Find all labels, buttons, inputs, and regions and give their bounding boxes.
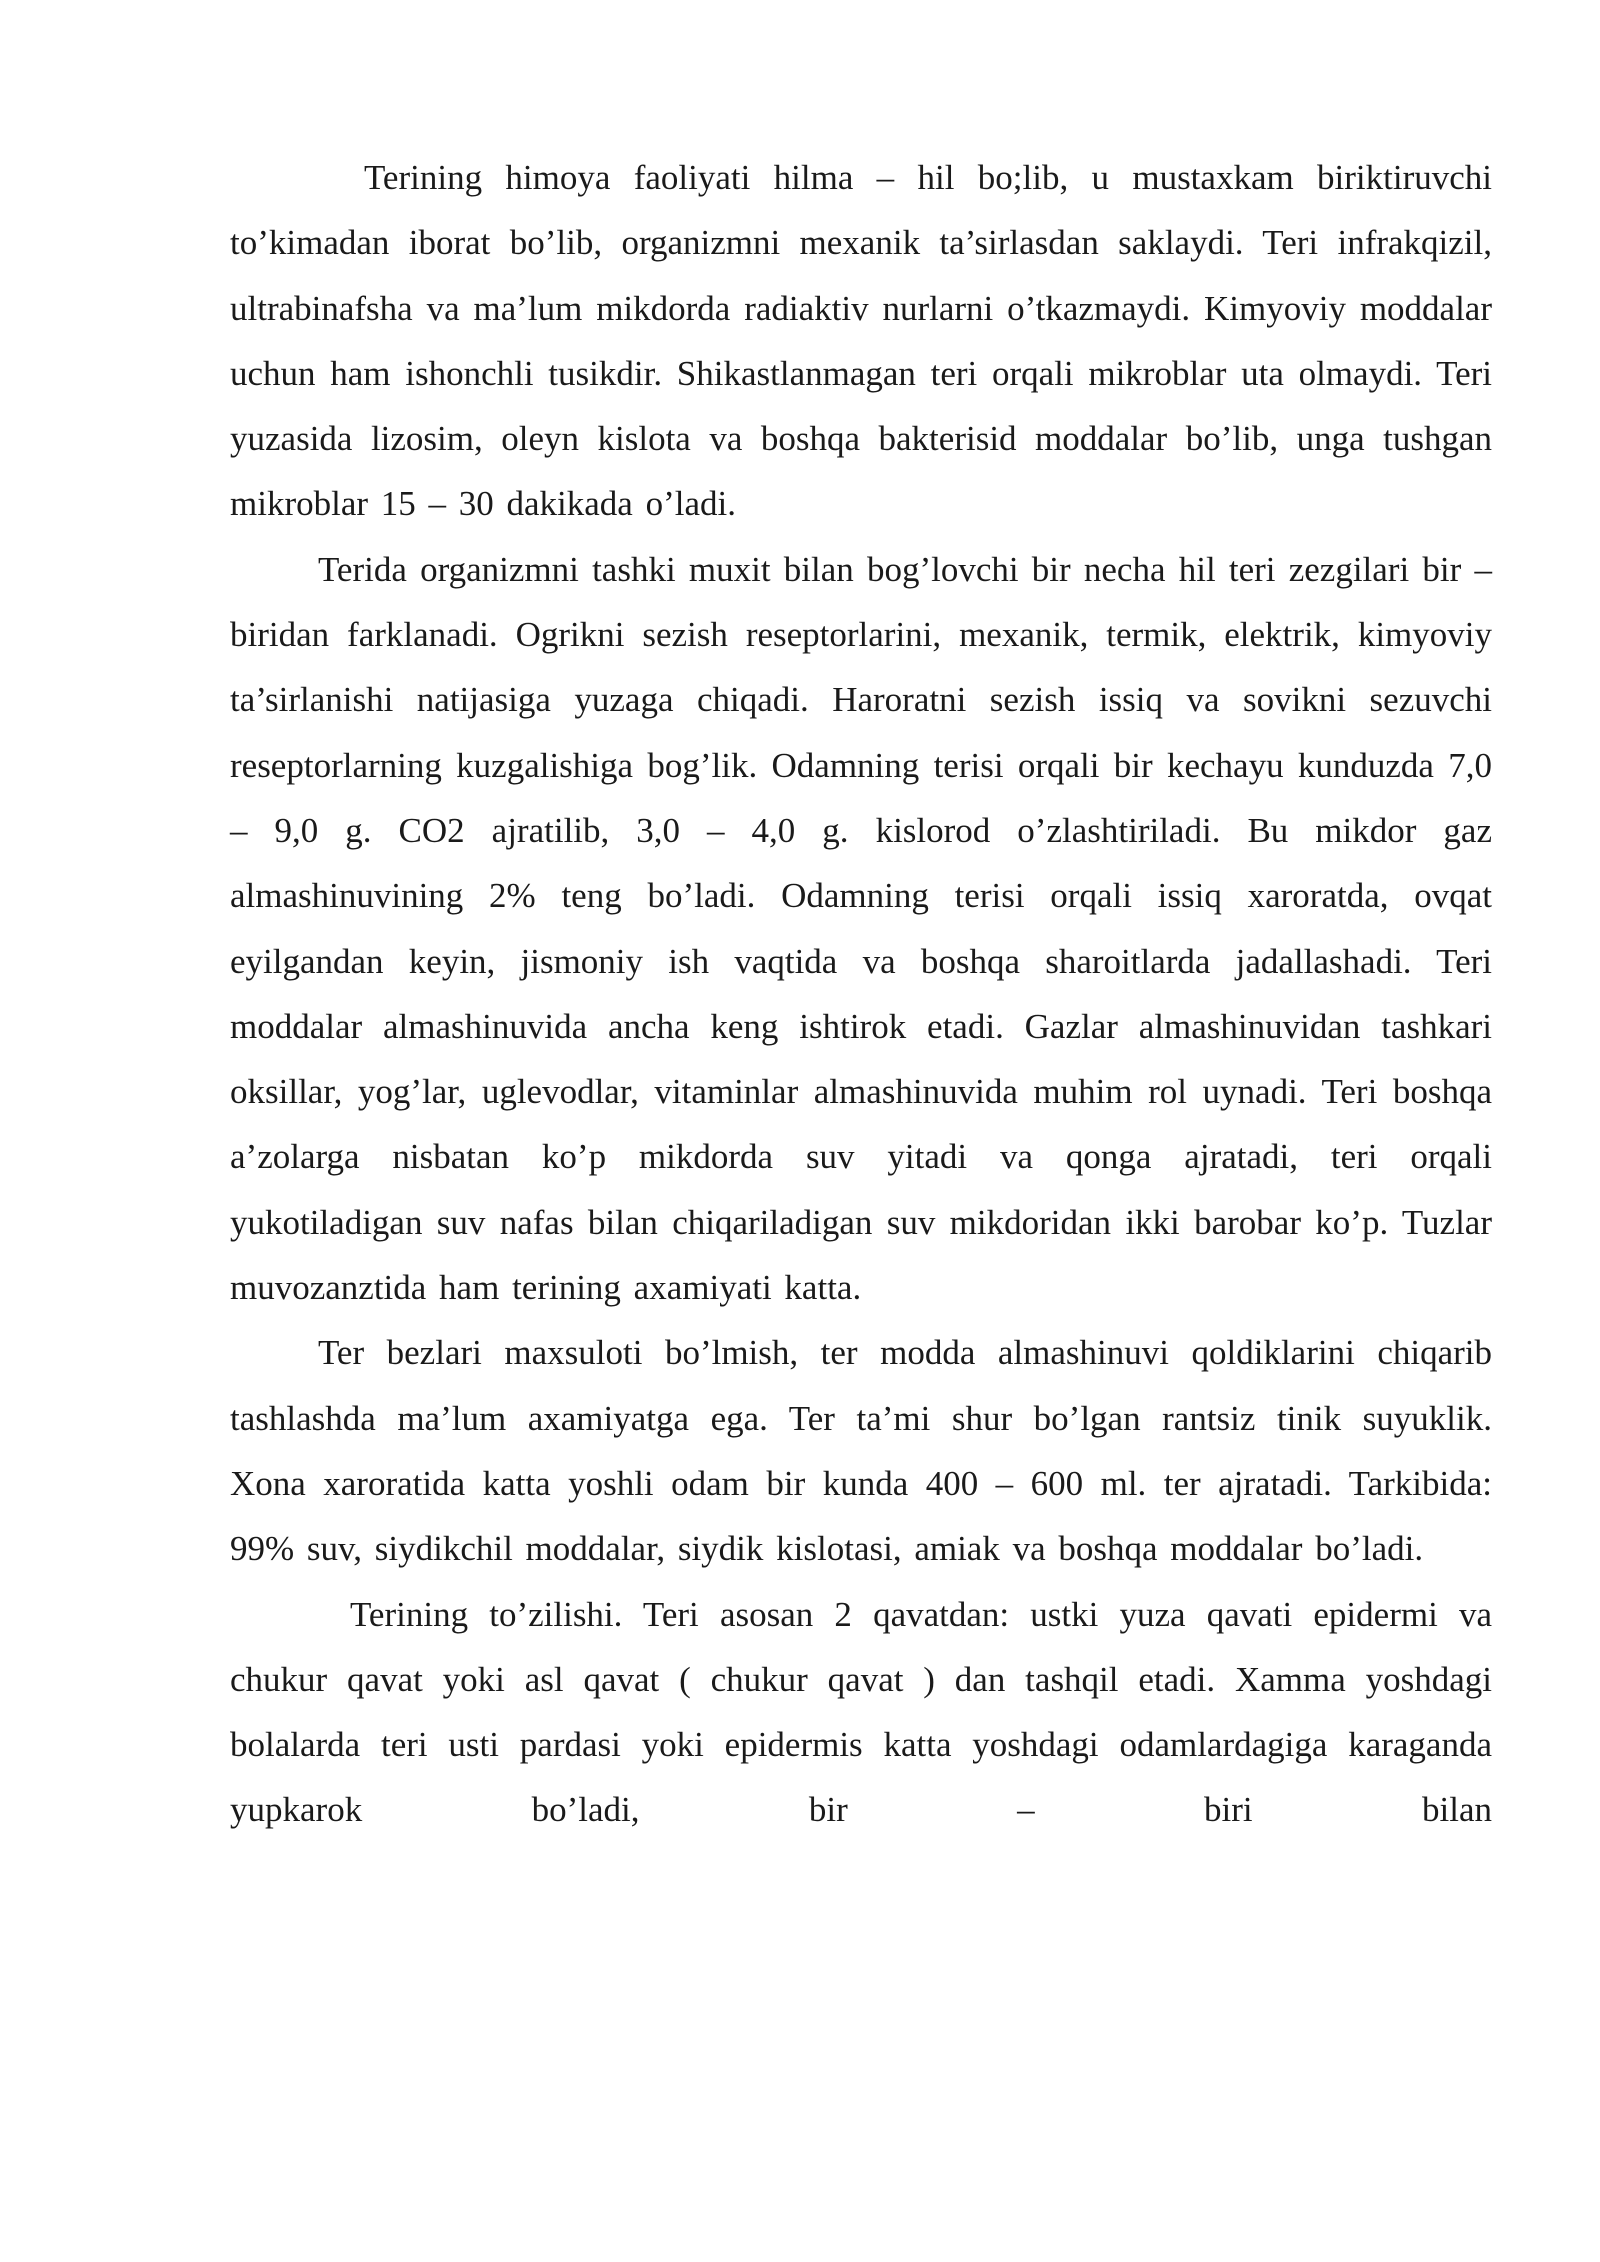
paragraph-sweat-glands: Ter bezlari maxsuloti bo’lmish, ter modda almashinuvi qoldiklarini chiqarib tashlashda ma’lum axamiyatga ega. Ter ta’mi shur bo’lgan rantsiz tinik suyuklik. Xona xaroratida katta yoshli odam bir kunda 400 – 600 ml. ter ajratadi. Tarkibida: 99% suv, siydikchil moddalar, siydik kislotasi, amiak va boshqa moddalar bo’ladi. [230, 1333, 1492, 1569]
paragraph-skin-receptors: Terida organizmni tashki muxit bilan bog’lovchi bir necha hil teri zezgilari bir – biridan farklanadi. Ogrikni sezish reseptorlarini, mexanik, termik, elektrik, kimyoviy ta’sirlanishi natijasiga yuzaga chiqadi. Haroratni sezish issiq va sovikni sezuvchi reseptorlarning kuzgalishiga bog’lik. Odamning terisi orqali bir kechayu kunduzda 7,0 – 9,0 g. CO2 ajratilib, 3,0 – 4,0 g. kislorod o’zlashtiriladi. Bu mikdor gaz almashinuvining 2% teng bo’ladi. Odamning terisi orqali issiq xaroratda, ovqat eyilgandan keyin, jismoniy ish vaqtida va boshqa sharoitlarda jadallashadi. Teri moddalar almashinuvida ancha keng ishtirok etadi. Gazlar almashinuvidan tashkari oksillar, yog’lar, uglevodlar, vitaminlar almashinuvida muhim rol uynadi. Teri boshqa a’zolarga nisbatan ko’p mikdorda suv yitadi va qonga ajratadi, teri orqali yukotiladigan suv nafas bilan chiqariladigan suv mikdoridan ikki barobar ko’p. Tuzlar muvozanztida ham terining axamiyati katta. [230, 549, 1492, 1308]
paragraph-skin-structure: Terining to’zilishi. Teri asosan 2 qavatdan: ustki yuza qavati epidermi va chukur qavat yoki asl qavat ( chukur qavat ) dan tashqil etadi. Xamma yoshdagi bolalarda teri usti pardasi yoki epidermis katta yoshdagi odamlardagiga karaganda yupkarok bo’ladi, bir – biri bilan [230, 1594, 1492, 1830]
paragraph-skin-protection: Terining himoya faoliyati hilma – hil bo;lib, u mustaxkam biriktiruvchi to’kimadan iborat bo’lib, organizmni mexanik ta’sirlasdan saklaydi. Teri infrakqizil, ultrabinafsha va ma’lum mikdorda radiaktiv nurlarni o’tkazmaydi. Kimyoviy moddalar uchun ham ishonchli tusikdir. Shikastlanmagan teri orqali mikroblar uta olmaydi. Teri yuzasida lizosim, oleyn kislota va boshqa bakterisid moddalar bo’lib, unga tushgan mikroblar 15 – 30 dakikada o’ladi. [230, 158, 1492, 524]
document-body [230, 145, 1492, 1843]
